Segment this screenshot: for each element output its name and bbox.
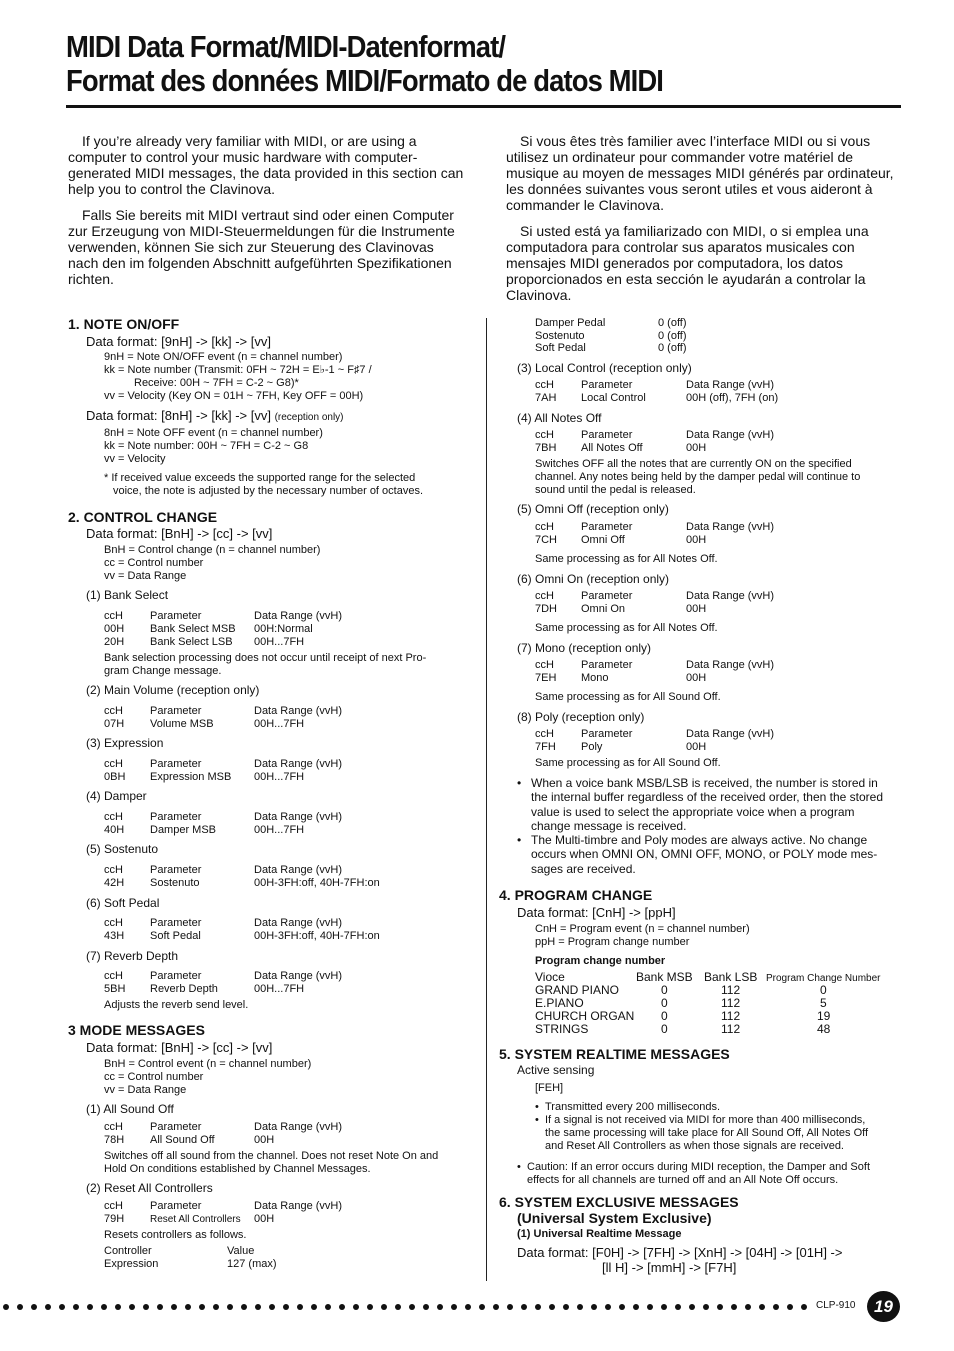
ano-col-param: Parameter: [581, 429, 633, 441]
ano-row-cc: 7BH: [535, 442, 557, 454]
pc-row3-msb: 0: [661, 1009, 668, 1023]
bank-row1-cc: 00H: [104, 623, 125, 635]
poly-row-param: Poly: [581, 741, 603, 753]
footer-dot: [395, 1304, 401, 1310]
pc-col-lsb: Bank LSB: [704, 970, 758, 984]
caution-line-2: effects for all channels are turned off and an All Note Off occurs.: [527, 1174, 839, 1186]
footer-dot: [129, 1304, 135, 1310]
reverb-row-cc: 5BH: [104, 983, 126, 995]
bullet-2-line-3: sages are received.: [531, 862, 636, 876]
footer-dot: [17, 1304, 23, 1310]
omnion-col-range: Data Range (vvH): [686, 590, 775, 602]
footer-dot: [143, 1304, 149, 1310]
active-sensing-label: Active sensing: [517, 1063, 595, 1077]
footer-dot: [731, 1304, 737, 1310]
note-def-1: 9nH = Note ON/OFF event (n = channel number): [104, 351, 343, 363]
intro-english: If you’re already very familiar with MIDI, or are using a computer to control your music hardware with computer-generated MIDI messages, the data provided in this section can help you to control the Clavinova.: [68, 133, 464, 197]
footer-dot: [31, 1304, 37, 1310]
footer-dot: [59, 1304, 65, 1310]
aso-note-1: Switches off all sound from the channel. Does not reset Note On and: [104, 1150, 439, 1162]
ctrl-row-expression-value: 127 (max): [227, 1258, 277, 1270]
reset-all-controllers-title: (2) Reset All Controllers: [86, 1181, 213, 1195]
footer-dot: [241, 1304, 247, 1310]
sost-row-range: 00H-3FH:off, 40H-7FH:on: [254, 877, 380, 889]
lc-row-cc: 7AH: [535, 392, 557, 404]
all-sound-off-title: (1) All Sound Off: [86, 1102, 174, 1116]
pc-row1-msb: 0: [661, 983, 668, 997]
omnion-row-range: 00H: [686, 603, 707, 615]
footer-dot: [745, 1304, 751, 1310]
bank-row2-param: Bank Select LSB: [150, 636, 233, 648]
ano-note-1: Switches OFF all the notes that are currently ON on the specified: [535, 458, 852, 470]
sost-row-param: Sostenuto: [150, 877, 200, 889]
aso-col-param: Parameter: [150, 1121, 202, 1133]
rac-row-param: Reset All Controllers: [150, 1214, 241, 1225]
reverb-depth-title: (7) Reverb Depth: [86, 949, 179, 963]
pc-row1-number: 0: [820, 983, 827, 997]
realtime-bullet-dot-1: •: [535, 1101, 539, 1113]
sysex-subheading: (Universal System Exclusive): [517, 1210, 712, 1226]
expression-title: (3) Expression: [86, 736, 164, 750]
pc-row4-lsb: 112: [721, 1022, 741, 1036]
universal-realtime-label: (1) Universal Realtime Message: [517, 1228, 682, 1240]
pc-row1-voice: GRAND PIANO: [535, 983, 620, 997]
sost-col-cc: ccH: [104, 864, 123, 876]
footer-dot: [73, 1304, 79, 1310]
note-on-off-heading: 1. NOTE ON/OFF: [68, 316, 180, 332]
omnion-row-cc: 7DH: [535, 603, 558, 615]
ano-note-3: sound until the pedal is released.: [535, 484, 696, 496]
intro-spanish: Si usted está ya familiarizado con MIDI, o si emplea una computadora para controlar sus aparatos musicales con mensajes MIDI generados por computadora, los datos proporcionados en esta sección le ayudarán a controlar la Clavinova.: [506, 223, 869, 303]
intro-french: Si vous êtes très familier avec l’interface MIDI ou si vous utilisez un ordinateur pour commander votre matériel de musique au moyen de messages MIDI générés par ordinateur, les données suivantes vous seront utiles et vous aideront à commander le Clavinova.: [506, 133, 894, 213]
footer-dot: [255, 1304, 261, 1310]
omnion-col-cc: ccH: [535, 590, 554, 602]
bullet-1-line-3: value is used to select the appropriate voice when a program: [531, 805, 855, 819]
footer-dot: [689, 1304, 695, 1310]
footer-dot: [101, 1304, 107, 1310]
footer-dot: [185, 1304, 191, 1310]
expr-row-range: 00H...7FH: [254, 771, 305, 783]
vol-row-range: 00H...7FH: [254, 718, 305, 730]
intro-left-column: [68, 133, 464, 297]
expr-col-cc: ccH: [104, 758, 123, 770]
footer-dot: [577, 1304, 583, 1310]
page-number: 19: [867, 1291, 900, 1322]
program-change-format: Data format: [CnH] -> [ppH]: [517, 905, 676, 920]
active-sensing-code: [FEH]: [535, 1082, 564, 1094]
program-change-heading: 4. PROGRAM CHANGE: [499, 887, 653, 903]
bullet-dot-1: •: [517, 776, 522, 790]
caution-dot: •: [517, 1161, 521, 1173]
damper-col-range: Data Range (vvH): [254, 811, 343, 823]
footer-dot: [451, 1304, 457, 1310]
note-def-7: vv = Velocity: [104, 453, 166, 465]
rac-col-range: Data Range (vvH): [254, 1200, 343, 1212]
intro-german: Falls Sie bereits mit MIDI vertraut sind oder einen Computer zur Erzeugung von MIDI-Steuermeldungen für die Instrumente verwenden, können Sie sich zur Steuerung des Clavinovas nach den im folgenden Abschnitt aufgeführten Spezifikationen richten.: [68, 207, 455, 287]
mode-messages-heading: 3 MODE MESSAGES: [68, 1022, 205, 1038]
note-off-format: [86, 408, 344, 425]
bullet-2-line-2: occurs when OMNI ON, OMNI OFF, MONO, or POLY mode mes-: [531, 847, 878, 861]
bank-row1-param: Bank Select MSB: [150, 623, 236, 635]
note-off-format-note: (reception only): [274, 412, 344, 423]
control-change-heading: 2. CONTROL CHANGE: [68, 509, 218, 525]
note-def-3: Receive: 00H ~ 7FH = C-2 ~ G8)*: [134, 377, 299, 389]
ctrl-row-damper-value: 0 (off): [658, 317, 687, 329]
bank-row1-range: 00H:Normal: [254, 623, 313, 635]
title-rule: [66, 105, 901, 108]
reverb-note: Adjusts the reverb send level.: [104, 999, 249, 1011]
footer-dot: [311, 1304, 317, 1310]
note-footnote-2: voice, the note is adjusted by the necessary number of octaves.: [113, 485, 424, 497]
vol-row-param: Volume MSB: [150, 718, 214, 730]
footer-dot: [703, 1304, 709, 1310]
damper-row-param: Damper MSB: [150, 824, 217, 836]
damper-title: (4) Damper: [86, 789, 147, 803]
omnioff-row-cc: 7CH: [535, 534, 558, 546]
main-volume-title: (2) Main Volume (reception only): [86, 683, 260, 697]
mono-col-cc: ccH: [535, 659, 554, 671]
omni-on-title: (6) Omni On (reception only): [517, 572, 670, 586]
ano-col-cc: ccH: [535, 429, 554, 441]
realtime-bullet-2-line-1: If a signal is not received via MIDI for more than 400 milliseconds,: [545, 1114, 866, 1126]
pc-def-1: CnH = Program event (n = channel number): [535, 923, 750, 935]
footer-dot: [801, 1304, 807, 1310]
pc-row3-lsb: 112: [721, 1009, 741, 1023]
reverb-col-cc: ccH: [104, 970, 123, 982]
mode-messages-format: Data format: [BnH] -> [cc] -> [vv]: [86, 1040, 273, 1055]
ctrl-row-soft-value: 0 (off): [658, 342, 687, 354]
footer-dot: [269, 1304, 275, 1310]
expr-col-param: Parameter: [150, 758, 202, 770]
vol-col-range: Data Range (vvH): [254, 705, 343, 717]
aso-col-cc: ccH: [104, 1121, 123, 1133]
ano-row-param: All Notes Off: [581, 442, 643, 454]
cc-def-2: cc = Control number: [104, 557, 204, 569]
footer-dot: [563, 1304, 569, 1310]
ctrl-row-soft: Soft Pedal: [535, 342, 586, 354]
pc-row1-lsb: 112: [721, 983, 741, 997]
sost-row-cc: 42H: [104, 877, 125, 889]
omnioff-row-range: 00H: [686, 534, 707, 546]
footer-dot: [591, 1304, 597, 1310]
pc-col-number: Program Change Number: [766, 973, 881, 984]
footer-dot: [3, 1304, 9, 1310]
rac-note: Resets controllers as follows.: [104, 1229, 247, 1241]
aso-row-param: All Sound Off: [150, 1134, 215, 1146]
realtime-bullet-dot-2: •: [535, 1114, 539, 1126]
rac-col-param: Parameter: [150, 1200, 202, 1212]
omnion-row-param: Omni On: [581, 603, 626, 615]
soft-pedal-title: (6) Soft Pedal: [86, 896, 160, 910]
footer-dot: [479, 1304, 485, 1310]
rac-row-cc: 79H: [104, 1213, 125, 1225]
expr-row-param: Expression MSB: [150, 771, 232, 783]
omnioff-note: Same processing as for All Notes Off.: [535, 553, 718, 565]
model-name: CLP-910: [816, 1300, 856, 1311]
sysex-format-line-2: [ll H] -> [mmH] -> [F7H]: [602, 1260, 737, 1275]
bank-select-title: (1) Bank Select: [86, 588, 169, 602]
ctrl-row-sostenuto: Sostenuto: [535, 330, 585, 342]
bank-col-param: Parameter: [150, 610, 202, 622]
aso-row-range: 00H: [254, 1134, 275, 1146]
footer-dot: [787, 1304, 793, 1310]
damper-col-cc: ccH: [104, 811, 123, 823]
omnion-col-param: Parameter: [581, 590, 633, 602]
footer-dot-rule: [0, 1299, 815, 1315]
footer-dot: [87, 1304, 93, 1310]
footer-dot: [773, 1304, 779, 1310]
mono-row-param: Mono: [581, 672, 609, 684]
reverb-row-param: Reverb Depth: [150, 983, 218, 995]
caution-line-1: Caution: If an error occurs during MIDI reception, the Damper and Soft: [527, 1161, 870, 1173]
aso-note-2: Hold On conditions established by Channel Messages.: [104, 1163, 371, 1175]
sost-col-param: Parameter: [150, 864, 202, 876]
footer-dot: [227, 1304, 233, 1310]
cc-def-1: BnH = Control change (n = channel number): [104, 544, 321, 556]
mono-row-range: 00H: [686, 672, 707, 684]
sostenuto-title: (5) Sostenuto: [86, 842, 159, 856]
note-def-4: vv = Velocity (Key ON = 01H ~ 7FH, Key OFF = 00H): [104, 390, 364, 402]
footer-dot: [647, 1304, 653, 1310]
expr-col-range: Data Range (vvH): [254, 758, 343, 770]
pc-row3-number: 19: [817, 1009, 831, 1023]
footer-dot: [605, 1304, 611, 1310]
bank-note-1: Bank selection processing does not occur until receipt of next Pro-: [104, 652, 427, 664]
bullet-1-line-1: When a voice bank MSB/LSB is received, the number is stored in: [531, 776, 878, 790]
ctrl-row-damper: Damper Pedal: [535, 317, 606, 329]
footer-dot: [675, 1304, 681, 1310]
pc-row4-number: 48: [817, 1022, 831, 1036]
footer-dot: [381, 1304, 387, 1310]
mono-col-range: Data Range (vvH): [686, 659, 775, 671]
omnion-note: Same processing as for All Notes Off.: [535, 622, 718, 634]
footer-dot: [325, 1304, 331, 1310]
aso-col-range: Data Range (vvH): [254, 1121, 343, 1133]
vol-col-param: Parameter: [150, 705, 202, 717]
note-def-2: kk = Note number (Transmit: 0FH ~ 72H = E♭-1 ~ F♯7 /: [104, 364, 372, 376]
footer-dot: [633, 1304, 639, 1310]
footer-dot: [437, 1304, 443, 1310]
footer-dot: [339, 1304, 345, 1310]
note-off-format-text: Data format: [8nH] -> [kk] -> [vv]: [86, 408, 271, 423]
footer-dot: [717, 1304, 723, 1310]
ctrl-row-expression: Expression: [104, 1258, 159, 1270]
page-title-line-2: Format des données MIDI/Formato de datos MIDI: [66, 64, 664, 98]
mono-col-param: Parameter: [581, 659, 633, 671]
footer-dot: [759, 1304, 765, 1310]
rac-col-cc: ccH: [104, 1200, 123, 1212]
damper-row-cc: 40H: [104, 824, 125, 836]
realtime-bullet-1: Transmitted every 200 milliseconds.: [545, 1101, 721, 1113]
reverb-col-param: Parameter: [150, 970, 202, 982]
footer-dot: [465, 1304, 471, 1310]
footer-dot: [297, 1304, 303, 1310]
mono-row-cc: 7EH: [535, 672, 557, 684]
pc-row4-voice: STRINGS: [535, 1022, 589, 1036]
intro-right-column: [506, 133, 898, 313]
footer-dot: [409, 1304, 415, 1310]
soft-col-range: Data Range (vvH): [254, 917, 343, 929]
expr-row-cc: 0BH: [104, 771, 126, 783]
footer-dot: [157, 1304, 163, 1310]
omnioff-col-param: Parameter: [581, 521, 633, 533]
note-footnote-1: * If received value exceeds the supported range for the selected: [104, 472, 416, 484]
pc-row3-voice: CHURCH ORGAN: [535, 1009, 635, 1023]
ano-col-range: Data Range (vvH): [686, 429, 775, 441]
mode-def-2: cc = Control number: [104, 1071, 204, 1083]
control-change-format: Data format: [BnH] -> [cc] -> [vv]: [86, 526, 273, 541]
note-def-5: 8nH = Note OFF event (n = channel number): [104, 427, 323, 439]
vol-col-cc: ccH: [104, 705, 123, 717]
bank-note-2: gram Change message.: [104, 665, 222, 677]
footer-dot: [45, 1304, 51, 1310]
footer-dot: [661, 1304, 667, 1310]
realtime-bullet-2-line-3: and Reset All Controllers as when those signals are received.: [545, 1140, 844, 1152]
pc-def-2: ppH = Program change number: [535, 936, 690, 948]
system-realtime-heading: 5. SYSTEM REALTIME MESSAGES: [499, 1046, 730, 1062]
vol-row-cc: 07H: [104, 718, 125, 730]
pc-row2-lsb: 112: [721, 996, 741, 1010]
footer-dot: [171, 1304, 177, 1310]
mono-title: (7) Mono (reception only): [517, 641, 652, 655]
sost-col-range: Data Range (vvH): [254, 864, 343, 876]
lc-row-range: 00H (off), 7FH (on): [686, 392, 779, 404]
realtime-bullet-2-line-2: the same processing will take place for All Sound Off, All Notes Off: [545, 1127, 869, 1139]
mode-def-1: BnH = Control event (n = channel number): [104, 1058, 312, 1070]
lc-row-param: Local Control: [581, 392, 646, 404]
damper-col-param: Parameter: [150, 811, 202, 823]
footer-dot: [493, 1304, 499, 1310]
aso-row-cc: 78H: [104, 1134, 125, 1146]
footer-dot: [353, 1304, 359, 1310]
reverb-col-range: Data Range (vvH): [254, 970, 343, 982]
lc-col-cc: ccH: [535, 379, 554, 391]
bullet-1-line-2: the internal buffer regardless of the received order, then the stored: [531, 790, 883, 804]
bank-col-range: Data Range (vvH): [254, 610, 343, 622]
all-notes-off-title: (4) All Notes Off: [517, 411, 602, 425]
soft-col-param: Parameter: [150, 917, 202, 929]
omnioff-row-param: Omni Off: [581, 534, 625, 546]
ano-note-2: channel. Any notes being held by the damper pedal will continue to: [535, 471, 861, 483]
poly-col-param: Parameter: [581, 728, 633, 740]
footer-dot: [507, 1304, 513, 1310]
ctrl-head-value: Value: [227, 1245, 255, 1257]
reverb-row-range: 00H...7FH: [254, 983, 305, 995]
bank-col-cc: ccH: [104, 610, 123, 622]
ctrl-row-sostenuto-value: 0 (off): [658, 330, 687, 342]
damper-row-range: 00H...7FH: [254, 824, 305, 836]
sysex-heading: 6. SYSTEM EXCLUSIVE MESSAGES: [499, 1194, 739, 1210]
pc-row2-number: 5: [820, 996, 827, 1010]
rac-row-range: 00H: [254, 1213, 275, 1225]
soft-row-range: 00H-3FH:off, 40H-7FH:on: [254, 930, 380, 942]
pc-col-voice: Vioce: [535, 970, 565, 984]
bullet-1-line-4: change message is received.: [531, 819, 687, 833]
sysex-format-line-1: Data format: [F0H] -> [7FH] -> [XnH] -> [04H] -> [01H] ->: [517, 1245, 843, 1260]
footer-dot: [213, 1304, 219, 1310]
poly-row-cc: 7FH: [535, 741, 556, 753]
bullet-2-line-1: The Multi-timbre and Poly modes are always active. No change: [531, 833, 868, 847]
omnioff-col-range: Data Range (vvH): [686, 521, 775, 533]
pc-row2-msb: 0: [661, 996, 668, 1010]
soft-row-param: Soft Pedal: [150, 930, 201, 942]
local-control-title: (3) Local Control (reception only): [517, 361, 692, 375]
ctrl-head-controller: Controller: [104, 1245, 152, 1257]
ano-row-range: 00H: [686, 442, 707, 454]
footer-dot: [619, 1304, 625, 1310]
footer-dot: [535, 1304, 541, 1310]
cc-def-3: vv = Data Range: [104, 570, 187, 582]
pc-row4-msb: 0: [661, 1022, 668, 1036]
column-divider: [486, 318, 487, 1281]
footer-dot: [115, 1304, 121, 1310]
page-title: [66, 30, 818, 98]
note-on-format: Data format: [9nH] -> [kk] -> [vv]: [86, 334, 271, 349]
footer-dot: [549, 1304, 555, 1310]
footer-dot: [283, 1304, 289, 1310]
note-def-6: kk = Note number: 00H ~ 7FH = C-2 ~ G8: [104, 440, 309, 452]
lc-col-param: Parameter: [581, 379, 633, 391]
poly-col-cc: ccH: [535, 728, 554, 740]
footer-dot: [199, 1304, 205, 1310]
poly-note: Same processing as for All Sound Off.: [535, 757, 721, 769]
bullet-dot-2: •: [517, 833, 522, 847]
pc-col-msb: Bank MSB: [636, 970, 693, 984]
poly-col-range: Data Range (vvH): [686, 728, 775, 740]
footer-dot: [521, 1304, 527, 1310]
mono-note: Same processing as for All Sound Off.: [535, 691, 721, 703]
bank-row2-range: 00H...7FH: [254, 636, 305, 648]
poly-row-range: 00H: [686, 741, 707, 753]
pc-row2-voice: E.PIANO: [535, 996, 584, 1010]
lc-col-range: Data Range (vvH): [686, 379, 775, 391]
footer-dot: [423, 1304, 429, 1310]
page-title-line-1: MIDI Data Format/MIDI-Datenformat/: [66, 30, 506, 64]
bank-row2-cc: 20H: [104, 636, 125, 648]
poly-title: (8) Poly (reception only): [517, 710, 645, 724]
omni-off-title: (5) Omni Off (reception only): [517, 502, 669, 516]
soft-col-cc: ccH: [104, 917, 123, 929]
omnioff-col-cc: ccH: [535, 521, 554, 533]
soft-row-cc: 43H: [104, 930, 125, 942]
program-change-table-title: Program change number: [535, 955, 666, 967]
mode-def-3: vv = Data Range: [104, 1084, 187, 1096]
footer-dot: [367, 1304, 373, 1310]
